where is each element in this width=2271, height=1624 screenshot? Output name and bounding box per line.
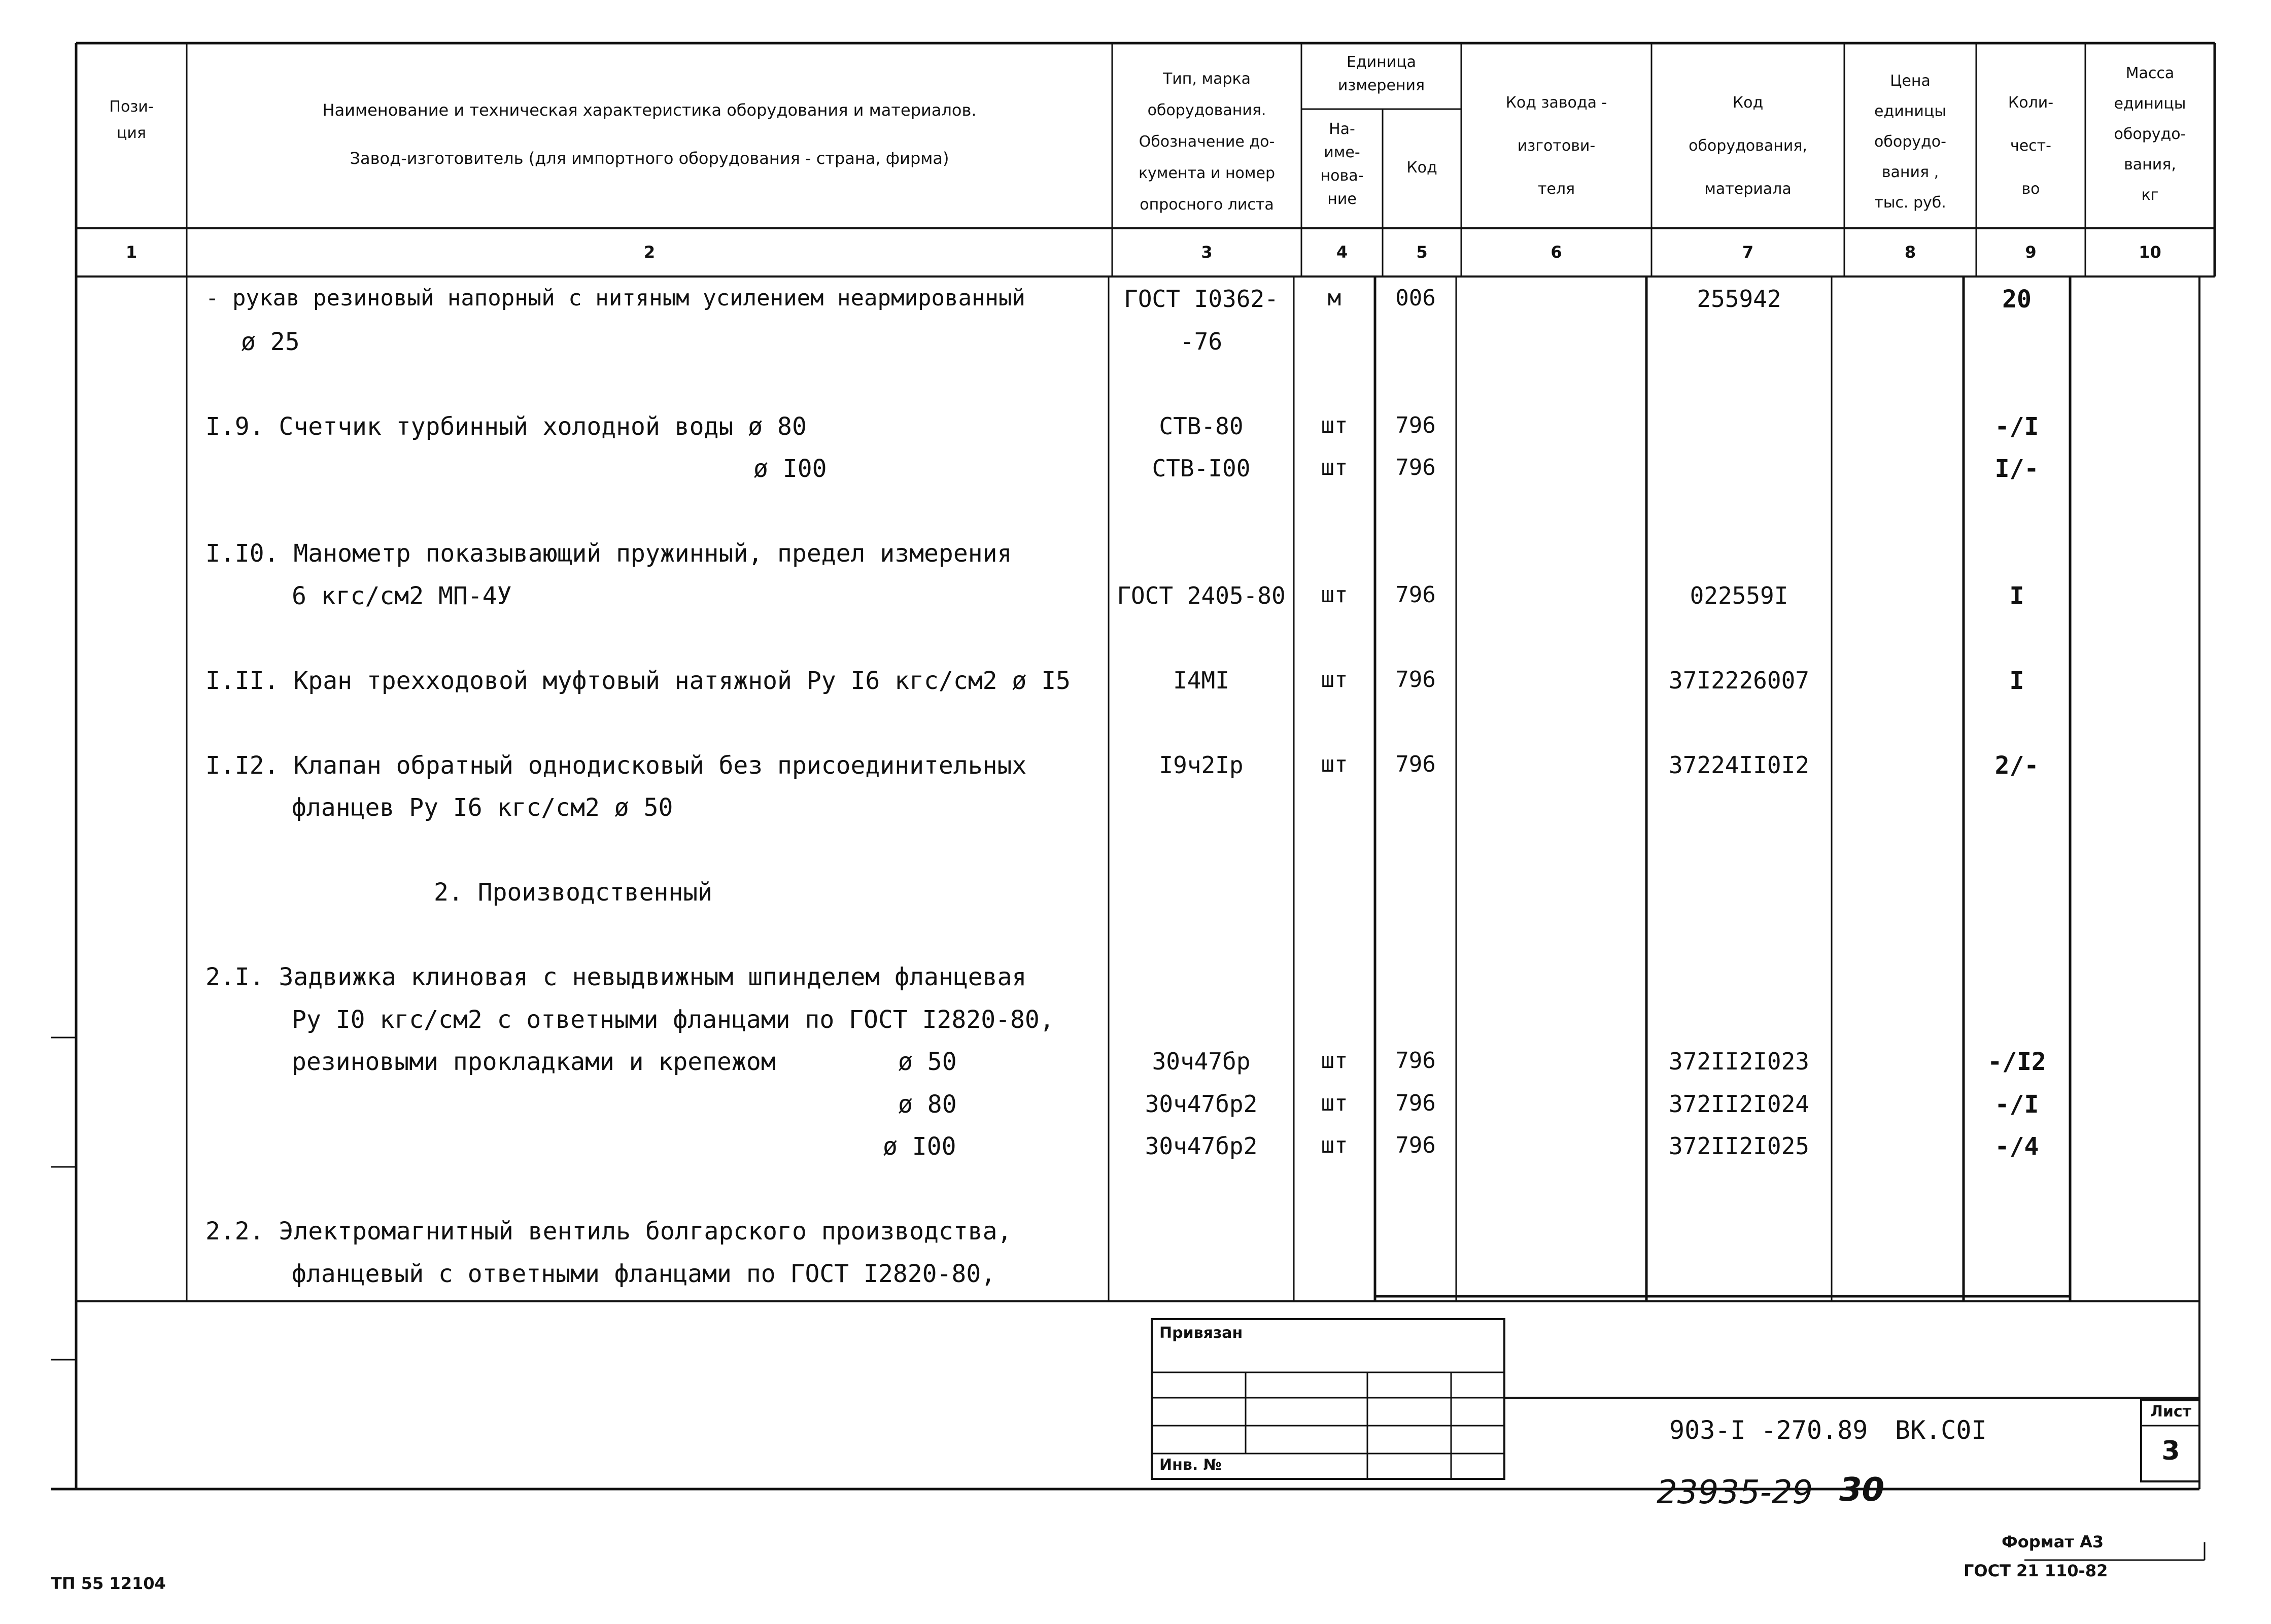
handwritten-code: 23935-29 (1657, 1474, 1813, 1511)
item-unit-code: 796 (1395, 751, 1436, 777)
header-unit-name-line: нова- (1320, 167, 1364, 185)
item-type: 30ч47бр2 (1145, 1090, 1258, 1118)
item-material-code: 372II2I024 (1669, 1090, 1809, 1118)
header-mass (2085, 58, 2215, 211)
stamp-inventory-label: Инв. № (1159, 1456, 1222, 1474)
column-number: 10 (2139, 243, 2161, 262)
item-quantity: -/I (1994, 1090, 2039, 1119)
header-type-line: оборудования. (1147, 101, 1266, 119)
header-unit-name-line: име- (1324, 144, 1360, 161)
header-type-line: опросного листа (1140, 196, 1274, 214)
item-unit: шт (1321, 1090, 1348, 1116)
item-unit-code: 796 (1395, 1090, 1436, 1116)
item-size: ø 80 (898, 1090, 957, 1119)
item-unit-code: 796 (1395, 582, 1436, 608)
item-material-code: 37224II0I2 (1669, 751, 1809, 779)
column-number: 9 (2025, 243, 2037, 262)
header-factory-code (1461, 81, 1651, 211)
item-unit: шт (1321, 667, 1348, 693)
header-quantity (1976, 81, 2085, 211)
header-unit-code: Код (1406, 159, 1437, 177)
item-quantity: I/- (1994, 455, 2039, 483)
header-price-line: тыс. руб. (1874, 194, 1946, 212)
column-number: 3 (1201, 243, 1213, 262)
item-name: резиновыми прокладками и крепежом (292, 1048, 776, 1076)
item-quantity: -/I2 (1987, 1048, 2046, 1076)
header-unit-line: Единица (1346, 53, 1417, 71)
header-type (1112, 63, 1301, 221)
item-unit-code: 796 (1395, 1048, 1436, 1074)
header-position (76, 94, 187, 147)
header-price-line: вания , (1881, 163, 1939, 181)
header-position-line: ция (117, 124, 146, 142)
header-material-code (1651, 81, 1844, 211)
header-quantity-line: Коли- (2008, 94, 2054, 112)
header-factory-line: Код завода - (1505, 94, 1607, 112)
item-unit: м (1327, 285, 1341, 311)
item-quantity: 2/- (1994, 751, 2039, 780)
sheet-label: Лист (2150, 1403, 2192, 1421)
header-name-line: Завод-изготовитель (для импортного оборудования - страна, фирма) (350, 149, 949, 168)
header-mass-line: Масса (2125, 64, 2175, 82)
header-material-line: оборудования, (1689, 137, 1807, 155)
stamp-bound-label: Привязан (1159, 1324, 1243, 1342)
header-price (1844, 66, 1976, 218)
item-name: фланцевый с ответными фланцами по ГОСТ I2820-80, (292, 1260, 996, 1288)
item-name: 6 кгс/см2 МП-4У (292, 582, 512, 610)
header-quantity-line: во (2021, 180, 2040, 198)
sheet-number: 3 (2161, 1436, 2180, 1466)
item-material-code: 255942 (1697, 285, 1781, 313)
item-quantity: -/4 (1994, 1132, 2039, 1161)
header-unit-name-line: ние (1327, 190, 1357, 208)
header-price-line: единицы (1874, 102, 1946, 120)
header-factory-line: теля (1537, 180, 1575, 198)
item-unit-code: 796 (1395, 455, 1436, 480)
header-type-line: Обозначение до- (1139, 133, 1275, 151)
item-name: ø 25 (241, 328, 300, 356)
item-type: I4МI (1173, 667, 1229, 694)
column-number: 5 (1416, 243, 1428, 262)
item-quantity: 20 (2002, 285, 2032, 314)
item-unit-code: 796 (1395, 412, 1436, 438)
item-quantity: I (2009, 667, 2024, 695)
gost-label: ГОСТ 21 110-82 (1964, 1561, 2108, 1580)
item-type: СТВ-80 (1159, 412, 1244, 440)
handwritten-number: 30 (1839, 1471, 1885, 1509)
item-type: I9ч2Iр (1159, 751, 1244, 779)
header-price-line: оборудо- (1874, 133, 1946, 151)
header-name (187, 86, 1112, 183)
item-type: 30ч47бр2 (1145, 1132, 1258, 1160)
item-unit: шт (1321, 751, 1348, 777)
column-number: 7 (1742, 243, 1754, 262)
item-name: 2.2. Электромагнитный вентиль болгарского производства, (205, 1217, 1012, 1246)
item-type: СТВ-I00 (1152, 455, 1251, 482)
header-material-line: Код (1732, 94, 1764, 112)
item-quantity: -/I (1994, 412, 2039, 441)
column-number: 1 (125, 243, 137, 262)
column-number: 4 (1336, 243, 1348, 262)
header-unit-group (1301, 51, 1461, 97)
item-material-code: 022559I (1690, 582, 1788, 609)
item-name: I.I2. Клапан обратный однодисковый без присоединительных (205, 751, 1027, 780)
item-unit: шт (1321, 1048, 1348, 1074)
column-number: 6 (1551, 243, 1562, 262)
item-unit-code: 006 (1395, 285, 1436, 311)
item-unit: шт (1321, 1132, 1348, 1158)
header-unit-line: измерения (1337, 77, 1425, 94)
header-mass-line: оборудо- (2114, 125, 2186, 143)
header-unit-name-line: На- (1329, 120, 1355, 138)
item-type: -76 (1180, 328, 1223, 355)
item-name: I.9. Счетчик турбинный холодной воды ø 80 (205, 412, 807, 441)
document-code: 903-I -270.89 (1669, 1415, 1868, 1445)
item-name: I.II. Кран трехходовой муфтовый натяжной Ру I6 кгс/см2 ø I5 (205, 667, 1071, 695)
item-name: I.I0. Манометр показывающий пружинный, предел измерения (205, 539, 1012, 568)
item-name: ø I00 (753, 455, 827, 483)
item-unit: шт (1321, 582, 1348, 608)
item-quantity: I (2009, 582, 2024, 610)
item-type: 30ч47бр (1152, 1048, 1251, 1075)
item-name: Ру I0 кгс/см2 с ответными фланцами по ГОСТ I2820-80, (292, 1006, 1054, 1034)
header-quantity-line: чест- (2010, 137, 2051, 155)
item-material-code: 37I2226007 (1669, 667, 1809, 694)
header-name-line: Наименование и техническая характеристика оборудования и материалов. (322, 100, 977, 120)
header-price-line: Цена (1890, 72, 1931, 90)
column-number: 8 (1904, 243, 1916, 262)
header-position-line: Пози- (109, 98, 154, 116)
item-name: 2. Производственный (434, 878, 713, 907)
item-size: ø 50 (898, 1048, 957, 1076)
header-type-line: кумента и номер (1138, 164, 1276, 182)
header-mass-line: вания, (2124, 156, 2176, 174)
item-type: ГОСТ I0362- (1124, 285, 1279, 313)
item-unit: шт (1321, 455, 1348, 480)
item-material-code: 372II2I023 (1669, 1048, 1809, 1075)
header-unit-name (1301, 118, 1383, 211)
header-type-line: Тип, марка (1162, 70, 1251, 88)
item-material-code: 372II2I025 (1669, 1132, 1809, 1160)
item-name: фланцев Ру I6 кгс/см2 ø 50 (292, 793, 673, 822)
header-material-line: материала (1704, 180, 1792, 198)
column-number: 2 (643, 243, 656, 262)
item-name: - рукав резиновый напорный с нитяным усилением неармированный (205, 285, 1025, 311)
item-unit: шт (1321, 412, 1348, 438)
header-factory-line: изготови- (1517, 137, 1596, 155)
item-type: ГОСТ 2405-80 (1117, 582, 1286, 609)
header-mass-line: единицы (2114, 95, 2186, 113)
item-name: 2.I. Задвижка клиновая с невыдвижным шпинделем фланцевая (205, 963, 1027, 991)
item-unit-code: 796 (1395, 667, 1436, 693)
format-label: Формат А3 (2002, 1532, 2104, 1551)
item-unit-code: 796 (1395, 1132, 1436, 1158)
tp-label: ТП 55 12104 (51, 1574, 166, 1593)
header-mass-line: кг (2141, 186, 2159, 204)
item-size: ø I00 (883, 1132, 956, 1161)
document-suffix: ВК.С0I (1895, 1415, 1987, 1445)
